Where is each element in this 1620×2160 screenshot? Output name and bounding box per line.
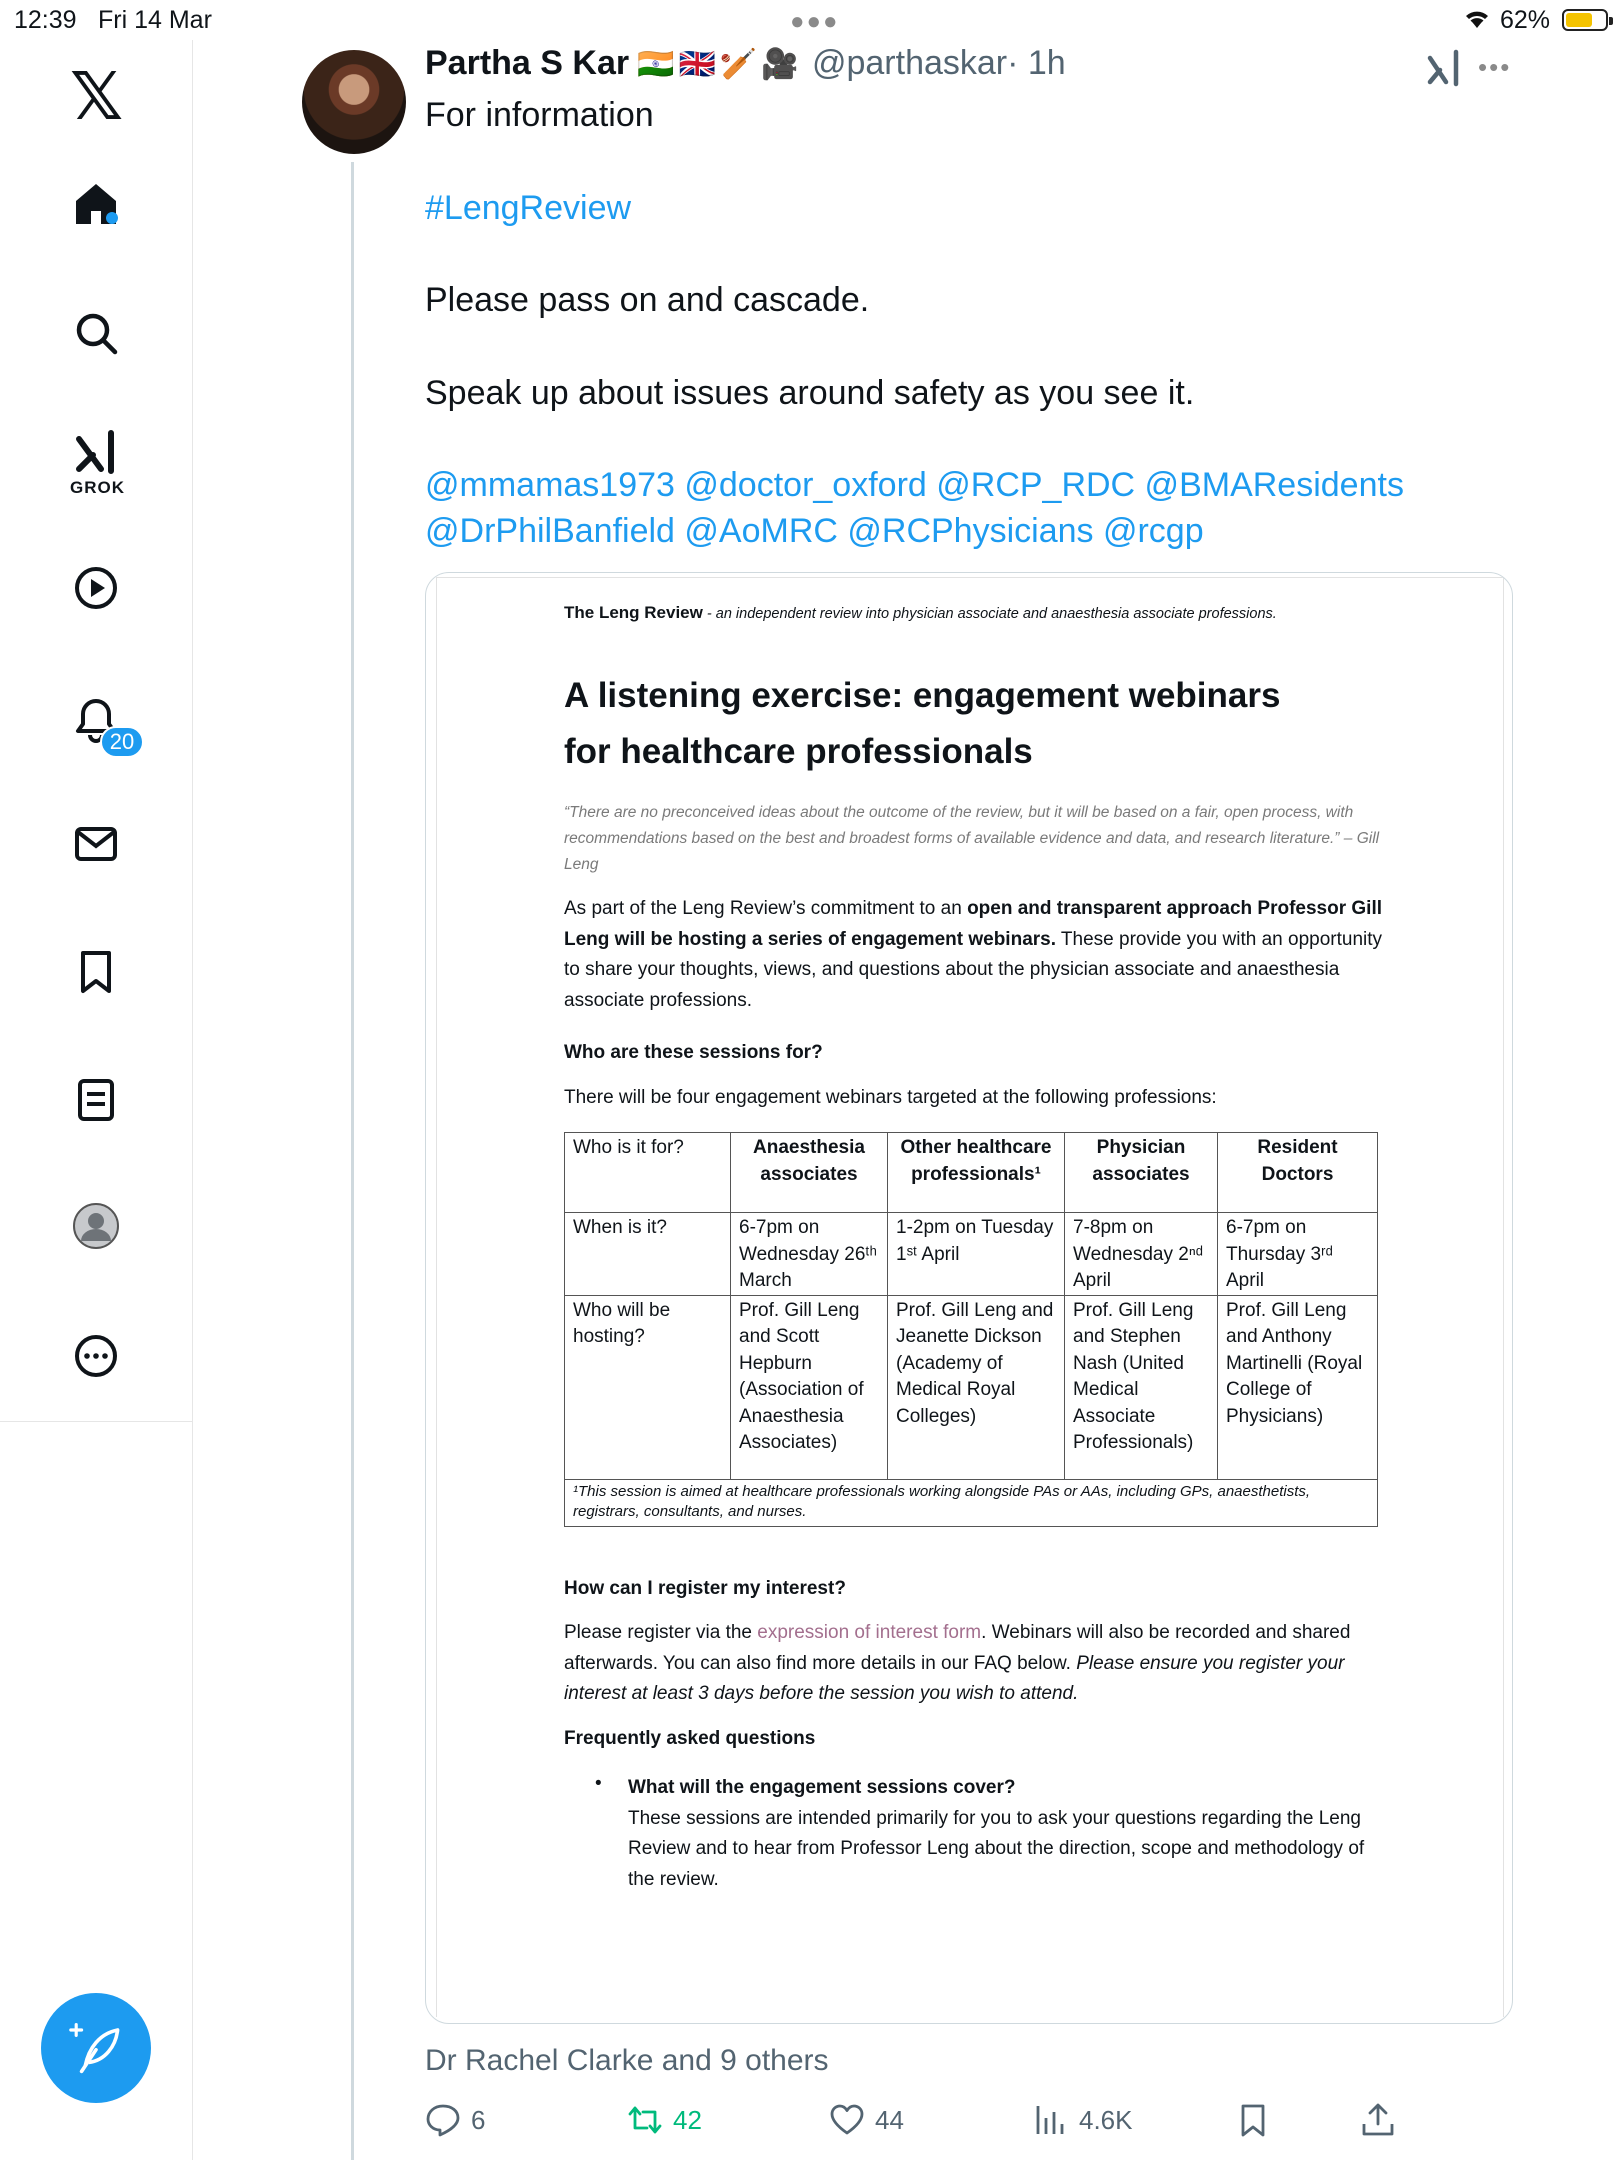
doc-intro-a: As part of the Leng Review’s commitment to an bbox=[564, 898, 968, 919]
like-button[interactable] bbox=[829, 2098, 904, 2142]
faq-heading: Frequently asked questions bbox=[564, 1728, 816, 1749]
status-bar bbox=[0, 0, 1620, 40]
table-cell: Resident Doctors bbox=[1218, 1133, 1378, 1213]
doc-intro-b: open and transparent approach Professor Gill Leng will be hosting a series of engagement webinars. bbox=[564, 898, 1382, 950]
views-icon bbox=[1033, 2102, 1069, 2138]
hashtag-link[interactable]: #LengReview bbox=[425, 189, 632, 227]
share-button[interactable] bbox=[1360, 2098, 1406, 2142]
register-heading: How can I register my interest? bbox=[564, 1578, 846, 1599]
feather-plus-icon bbox=[69, 2021, 123, 2075]
table-cell: Prof. Gill Leng and Stephen Nash (United Medical Associate Professionals) bbox=[1065, 1295, 1218, 1479]
faq-question: What will the engagement sessions cover? bbox=[628, 1777, 1016, 1798]
register-text-b: . Webinars will also be recorded and shared afterwards. You can also find more details in our FAQ below. bbox=[564, 1622, 1351, 1674]
table-cell: Physician associates bbox=[1065, 1133, 1218, 1213]
doc-title-line-1: A listening exercise: engagement webinars bbox=[564, 676, 1281, 715]
author-avatar[interactable] bbox=[302, 50, 406, 154]
compose-post-button[interactable] bbox=[41, 1993, 151, 2103]
reply-button[interactable] bbox=[425, 2098, 485, 2142]
x-logo-icon[interactable]: 𝕏 bbox=[70, 58, 124, 135]
battery-percent: 62% bbox=[1500, 6, 1551, 34]
table-header-row bbox=[565, 1133, 1378, 1213]
tweet-header bbox=[425, 44, 1066, 83]
tweet-line-1: For information bbox=[425, 96, 654, 134]
table-footnote-row bbox=[565, 1479, 1378, 1526]
repost-icon bbox=[627, 2102, 663, 2138]
doc-title bbox=[564, 668, 1384, 780]
battery-icon bbox=[1562, 9, 1608, 31]
table-cell: When is it? bbox=[565, 1213, 731, 1296]
search-icon[interactable] bbox=[66, 303, 126, 363]
table-row bbox=[565, 1295, 1378, 1479]
table-cell: Who will be hosting? bbox=[565, 1295, 731, 1479]
doc-quote: “There are no preconceived ideas about the outcome of the review, but it will be based on a fair, open process, with recommendations based on the best and broadest forms of available evidence and data, and research literature.” – Gill Leng bbox=[564, 804, 1380, 873]
register-text-a: Please register via the bbox=[564, 1622, 758, 1643]
faq-bullet-icon: • bbox=[595, 1773, 602, 1794]
repost-count: 42 bbox=[673, 2104, 702, 2135]
home-unread-dot bbox=[106, 212, 118, 224]
reply-icon bbox=[425, 2102, 461, 2138]
faq-answer: These sessions are intended primarily for you to ask your questions regarding the Leng Review and to hear from Professor Leng about the direction, scope and methodology of the review. bbox=[628, 1807, 1365, 1890]
video-icon[interactable] bbox=[66, 558, 126, 618]
who-heading: Who are these sessions for? bbox=[564, 1042, 823, 1063]
doc-header-title: The Leng Review bbox=[564, 603, 703, 622]
tweet-time[interactable]: · 1h bbox=[1007, 44, 1066, 82]
table-cell: 1-2pm on Tuesday 1ˢᵗ April bbox=[888, 1213, 1065, 1296]
faq-item bbox=[628, 1773, 1388, 1895]
tweet-media-image[interactable] bbox=[425, 572, 1513, 2024]
table-cell: Prof. Gill Leng and Jeanette Dickson (Academy of Medical Royal Colleges) bbox=[888, 1295, 1065, 1479]
table-cell: Who is it for? bbox=[565, 1133, 731, 1213]
doc-header bbox=[564, 603, 1277, 623]
bookmark-button[interactable] bbox=[1235, 2098, 1281, 2142]
tweet-line-2: Please pass on and cascade. bbox=[425, 281, 870, 319]
table-row bbox=[565, 1213, 1378, 1296]
schedule-table bbox=[564, 1132, 1378, 1527]
grok-explain-icon[interactable] bbox=[1424, 48, 1464, 88]
author-flags: 🇮🇳🇬🇧🏏🎥 bbox=[637, 47, 803, 82]
who-text: There will be four engagement webinars targeted at the following professions: bbox=[564, 1087, 1217, 1108]
status-time: 12:39 bbox=[14, 6, 77, 34]
thread-line bbox=[351, 162, 354, 2160]
reply-count: 6 bbox=[471, 2104, 486, 2135]
table-cell: Other healthcare professionals¹ bbox=[888, 1133, 1065, 1213]
author-name[interactable]: Partha S Kar bbox=[425, 44, 630, 82]
bookmarks-icon[interactable] bbox=[66, 942, 126, 1002]
messages-icon[interactable] bbox=[66, 814, 126, 874]
register-text-c: Please ensure you register your interest at least 3 days before the session you wish to attend. bbox=[564, 1652, 1345, 1704]
register-text bbox=[564, 1618, 1384, 1710]
sidebar-divider bbox=[0, 1421, 193, 1422]
heart-icon bbox=[829, 2102, 865, 2138]
table-cell: Prof. Gill Leng and Scott Hepburn (Association of Anaesthesia Associates) bbox=[731, 1295, 888, 1479]
notification-badge: 20 bbox=[100, 726, 144, 758]
mentions-line-1[interactable]: @mmamas1973 @doctor_oxford @RCP_RDC @BMAResidents bbox=[425, 466, 1404, 504]
grok-icon[interactable] bbox=[66, 422, 126, 482]
expression-of-interest-link: expression of interest form bbox=[757, 1622, 982, 1643]
repost-button[interactable] bbox=[627, 2098, 702, 2142]
like-count: 44 bbox=[875, 2104, 904, 2135]
status-date: Fri 14 Mar bbox=[98, 6, 212, 34]
share-icon bbox=[1360, 2102, 1396, 2138]
doc-title-line-2: for healthcare professionals bbox=[564, 732, 1033, 771]
table-cell: Anaesthesia associates bbox=[731, 1133, 888, 1213]
grok-label: GROK bbox=[70, 478, 125, 497]
liked-by-text[interactable]: Dr Rachel Clarke and 9 others bbox=[425, 2044, 829, 2077]
views-button[interactable] bbox=[1033, 2098, 1133, 2142]
home-icon[interactable] bbox=[66, 174, 126, 234]
doc-intro bbox=[564, 894, 1384, 1016]
table-footnote: ¹This session is aimed at healthcare professionals working alongside PAs or AAs, including GPs, anaesthetists, registrars, consultants, and nurses. bbox=[565, 1479, 1378, 1526]
document-page bbox=[436, 577, 1504, 2017]
table-cell: 7-8pm on Wednesday 2ⁿᵈ April bbox=[1065, 1213, 1218, 1296]
wifi-icon bbox=[1462, 6, 1492, 32]
more-options-icon[interactable] bbox=[66, 1326, 126, 1386]
table-cell: 6-7pm on Wednesday 26ᵗʰ March bbox=[731, 1213, 888, 1296]
tweet-more-icon[interactable]: ••• bbox=[1478, 52, 1512, 82]
doc-header-subtitle: - an independent review into physician associate and anaesthesia associate professions. bbox=[702, 606, 1277, 622]
table-cell: 6-7pm on Thursday 3ʳᵈ April bbox=[1218, 1213, 1378, 1296]
author-handle[interactable]: @parthaskar bbox=[811, 44, 1008, 82]
profile-icon[interactable] bbox=[66, 1196, 126, 1256]
sidebar bbox=[0, 40, 193, 2160]
mentions-line-2[interactable]: @DrPhilBanfield @AoMRC @RCPhysicians @rcgp bbox=[425, 512, 1204, 550]
views-count: 4.6K bbox=[1079, 2104, 1133, 2135]
multitasking-dots-icon[interactable]: ●●● bbox=[790, 8, 840, 35]
bookmark-icon bbox=[1235, 2102, 1271, 2138]
doc-intro-c: These provide you with an opportunity to share your thoughts, views, and questions about the physician associate and anaesthesia associate professions. bbox=[564, 928, 1383, 1011]
tweet-line-3: Speak up about issues around safety as you see it. bbox=[425, 374, 1195, 412]
table-cell: Prof. Gill Leng and Anthony Martinelli (Royal College of Physicians) bbox=[1218, 1295, 1378, 1479]
lists-icon[interactable] bbox=[66, 1070, 126, 1130]
